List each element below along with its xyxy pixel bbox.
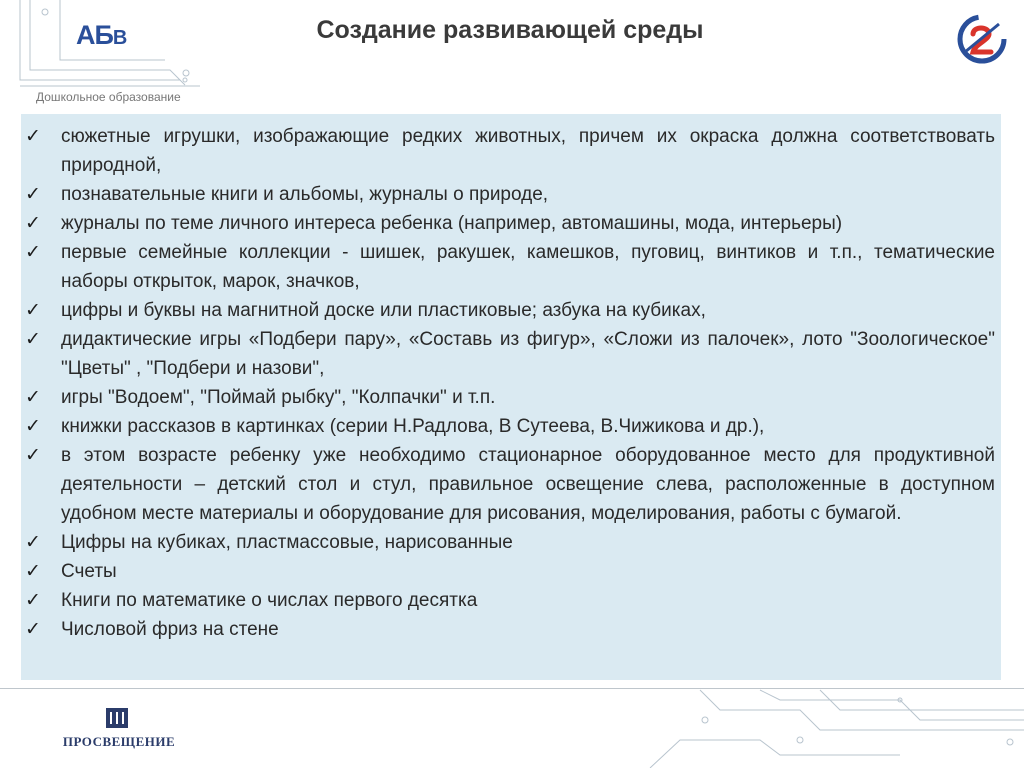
check-icon: ✓ bbox=[25, 445, 41, 466]
list-item-text: первые семейные коллекции - шишек, ракушек, камешков, пуговиц, винтиков и т.п., тематические наборы открыток, марок, значков, bbox=[61, 242, 995, 292]
list-item bbox=[21, 615, 1001, 644]
check-icon: ✓ bbox=[25, 329, 41, 350]
list-item-text: книжки рассказов в картинках (серии Н.Радлова, В Сутеева, В.Чижикова и др.), bbox=[61, 416, 765, 437]
list-item bbox=[21, 412, 1001, 441]
list-item bbox=[21, 122, 1001, 180]
logo-subtitle: Дошкольное образование bbox=[36, 90, 181, 104]
list-item-text: дидактические игры «Подбери пару», «Составь из фигур», «Сложи из палочек», лото "Зоологическое" "Цветы" , "Подбери и назови", bbox=[61, 329, 995, 379]
list-item-text: игры "Водоем", "Поймай рыбку", "Колпачки" и т.п. bbox=[61, 387, 496, 408]
content-box bbox=[21, 114, 1001, 680]
publisher-name: ПРОСВЕЩЕНИЕ bbox=[62, 734, 176, 749]
list-item bbox=[21, 441, 1001, 528]
footer-divider bbox=[0, 688, 1024, 689]
list-item bbox=[21, 557, 1001, 586]
list-item bbox=[21, 383, 1001, 412]
list-item bbox=[21, 180, 1001, 209]
abv-logo bbox=[76, 20, 126, 51]
check-icon: ✓ bbox=[25, 213, 41, 234]
list-item bbox=[21, 209, 1001, 238]
list-item bbox=[21, 238, 1001, 296]
list-item-text: Цифры на кубиках, пластмассовые, нарисованные bbox=[61, 532, 513, 553]
check-icon: ✓ bbox=[25, 387, 41, 408]
publisher-logo bbox=[54, 706, 184, 754]
list-item-text: журналы по теме личного интереса ребенка (например, автомашины, мода, интерьеры) bbox=[61, 213, 843, 234]
check-icon: ✓ bbox=[25, 126, 41, 147]
list-item-text: сюжетные игрушки, изображающие редких животных, причем их окраска должна соответствовать природной, bbox=[61, 126, 995, 176]
list-item-text: Книги по математике о числах первого десятка bbox=[61, 590, 478, 611]
check-icon: ✓ bbox=[25, 416, 41, 437]
check-icon: ✓ bbox=[25, 619, 41, 640]
list-item bbox=[21, 296, 1001, 325]
checklist bbox=[21, 114, 1001, 644]
page-title: Создание развивающей среды bbox=[316, 16, 704, 44]
list-item-text: Счеты bbox=[61, 561, 117, 582]
check-icon: ✓ bbox=[25, 300, 41, 321]
logo-small-text: В bbox=[112, 27, 127, 49]
publisher-mark-icon bbox=[104, 706, 130, 730]
list-item bbox=[21, 528, 1001, 557]
list-item-text: цифры и буквы на магнитной доске или пластиковые; азбука на кубиках, bbox=[61, 300, 706, 321]
logo-main-text: АБ bbox=[76, 20, 113, 50]
list-item-text: Числовой фриз на стене bbox=[61, 619, 279, 640]
check-icon: ✓ bbox=[25, 590, 41, 611]
list-item-text: в этом возрасте ребенку уже необходимо стационарное оборудованное место для продуктивной деятельности – детский стол и стул, правильное освещение слева, расположенные в доступном удобном месте материалы и оборудование для рисования, моделирования, работы с бумагой. bbox=[61, 445, 995, 524]
check-icon: ✓ bbox=[25, 532, 41, 553]
list-item bbox=[21, 586, 1001, 615]
emblem-icon bbox=[955, 12, 1009, 66]
list-item bbox=[21, 325, 1001, 383]
check-icon: ✓ bbox=[25, 242, 41, 263]
check-icon: ✓ bbox=[25, 184, 41, 205]
list-item-text: познавательные книги и альбомы, журналы о природе, bbox=[61, 184, 549, 205]
check-icon: ✓ bbox=[25, 561, 41, 582]
